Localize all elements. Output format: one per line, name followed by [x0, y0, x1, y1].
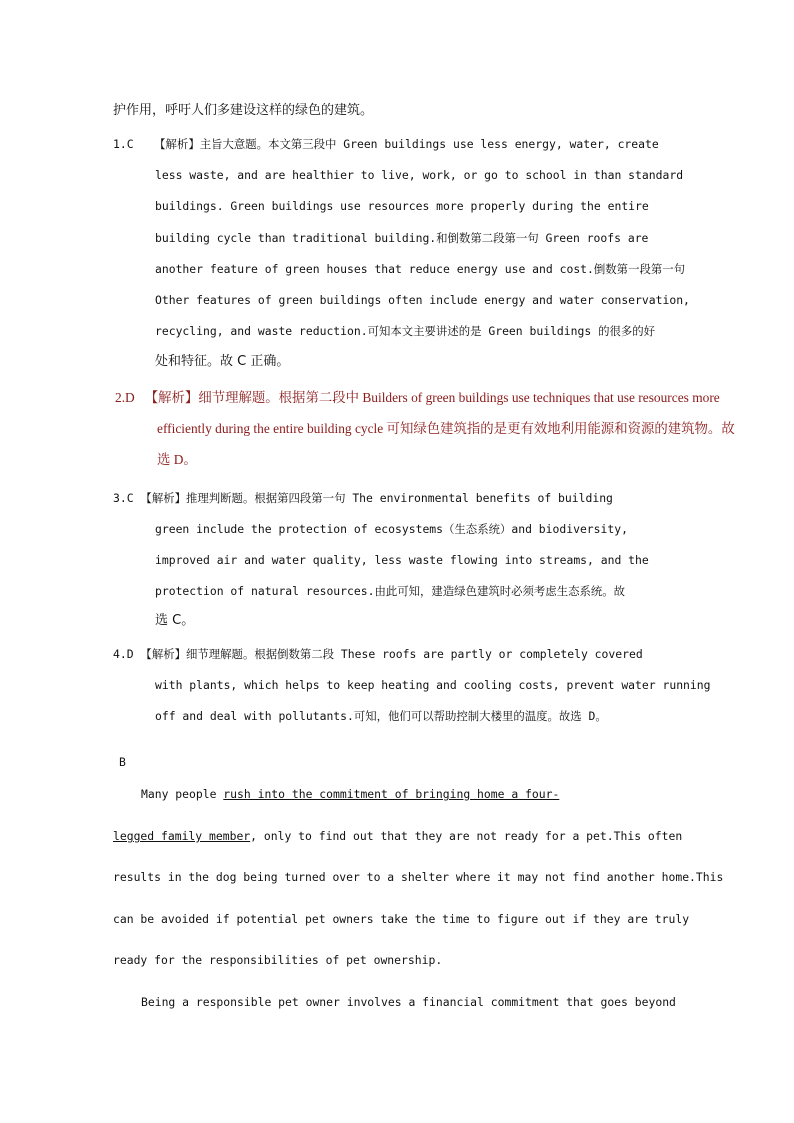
answer-3-line-5: 选 C。 — [155, 613, 195, 628]
answer-4-line-1: 4.D 【解析】细节理解题。根据倒数第二段 These roofs are partly or completely covered — [113, 647, 643, 661]
answer-1-line-4: building cycle than traditional building.和倒数第二段第一句 Green roofs are — [155, 231, 649, 245]
answer-3-line-2: green include the protection of ecosystems（生态系统）and biodiversity, — [155, 522, 628, 536]
answer-2-line-1: 2.D 【解析】细节理解题。根据第二段中 Builders of green buildings use techniques that use resources more — [115, 390, 720, 405]
answer-3-line-3: improved air and water quality, less waste flowing into streams, and the — [155, 553, 649, 567]
answer-2-line-3: 选 D。 — [157, 452, 197, 467]
answer-3-line-1: 3.C 【解析】推理判断题。根据第四段第一句 The environmental benefits of building — [113, 491, 613, 505]
answer-3-line-4: protection of natural resources.由此可知，建造绿色建筑时必须考虑生态系统。故 — [155, 584, 626, 598]
answer-1-line-1: 1.C 【解析】主旨大意题。本文第三段中 Green buildings use less energy, water, create — [113, 137, 659, 151]
answer-1-line-8: 处和特征。故 C 正确。 — [155, 354, 290, 369]
passage-p1-line-4: can be avoided if potential pet owners take the time to figure out if they are truly — [113, 912, 690, 926]
passage-p1-prefix: Many people — [141, 787, 224, 801]
answer-4-line-3: off and deal with pollutants.可知，他们可以帮助控制大楼里的温度。故选 D。 — [155, 709, 607, 723]
passage-p1-line-3: results in the dog being turned over to a shelter where it may not find another home.This — [113, 870, 724, 884]
passage-p1-line-1 — [141, 786, 559, 802]
answer-4-line-2: with plants, which helps to keep heating and cooling costs, prevent water running — [155, 678, 711, 692]
passage-p1-rest: , only to find out that they are not ready for a pet.This often — [250, 829, 683, 843]
passage-p2-line-1: Being a responsible pet owner involves a financial commitment that goes beyond — [141, 995, 676, 1009]
section-label: B — [119, 755, 126, 769]
underlined-phrase-part-2: legged family member — [113, 829, 251, 843]
underlined-phrase-part-1: rush into the commitment of bringing home a four- — [223, 787, 560, 801]
passage-p1-line-2 — [113, 828, 682, 844]
answer-1-line-6: Other features of green buildings often include energy and water conservation, — [155, 293, 690, 307]
answer-2-line-2: efficiently during the entire building cycle 可知绿色建筑指的是更有效地利用能源和资源的建筑物。故 — [157, 421, 735, 436]
answer-1-line-5: another feature of green houses that reduce energy use and cost.倒数第一段第一句 — [155, 262, 686, 276]
intro-line: 护作用，呼吁人们多建设这样的绿色的建筑。 — [113, 103, 374, 118]
answer-1-line-3: buildings. Green buildings use resources more properly during the entire — [155, 199, 649, 213]
answer-1-line-7: recycling, and waste reduction.可知本文主要讲述的是 Green buildings 的很多的好 — [155, 324, 656, 338]
answer-1-line-2: less waste, and are healthier to live, work, or go to school in than standard — [155, 168, 684, 182]
passage-p1-line-5: ready for the responsibilities of pet ownership. — [113, 953, 443, 967]
